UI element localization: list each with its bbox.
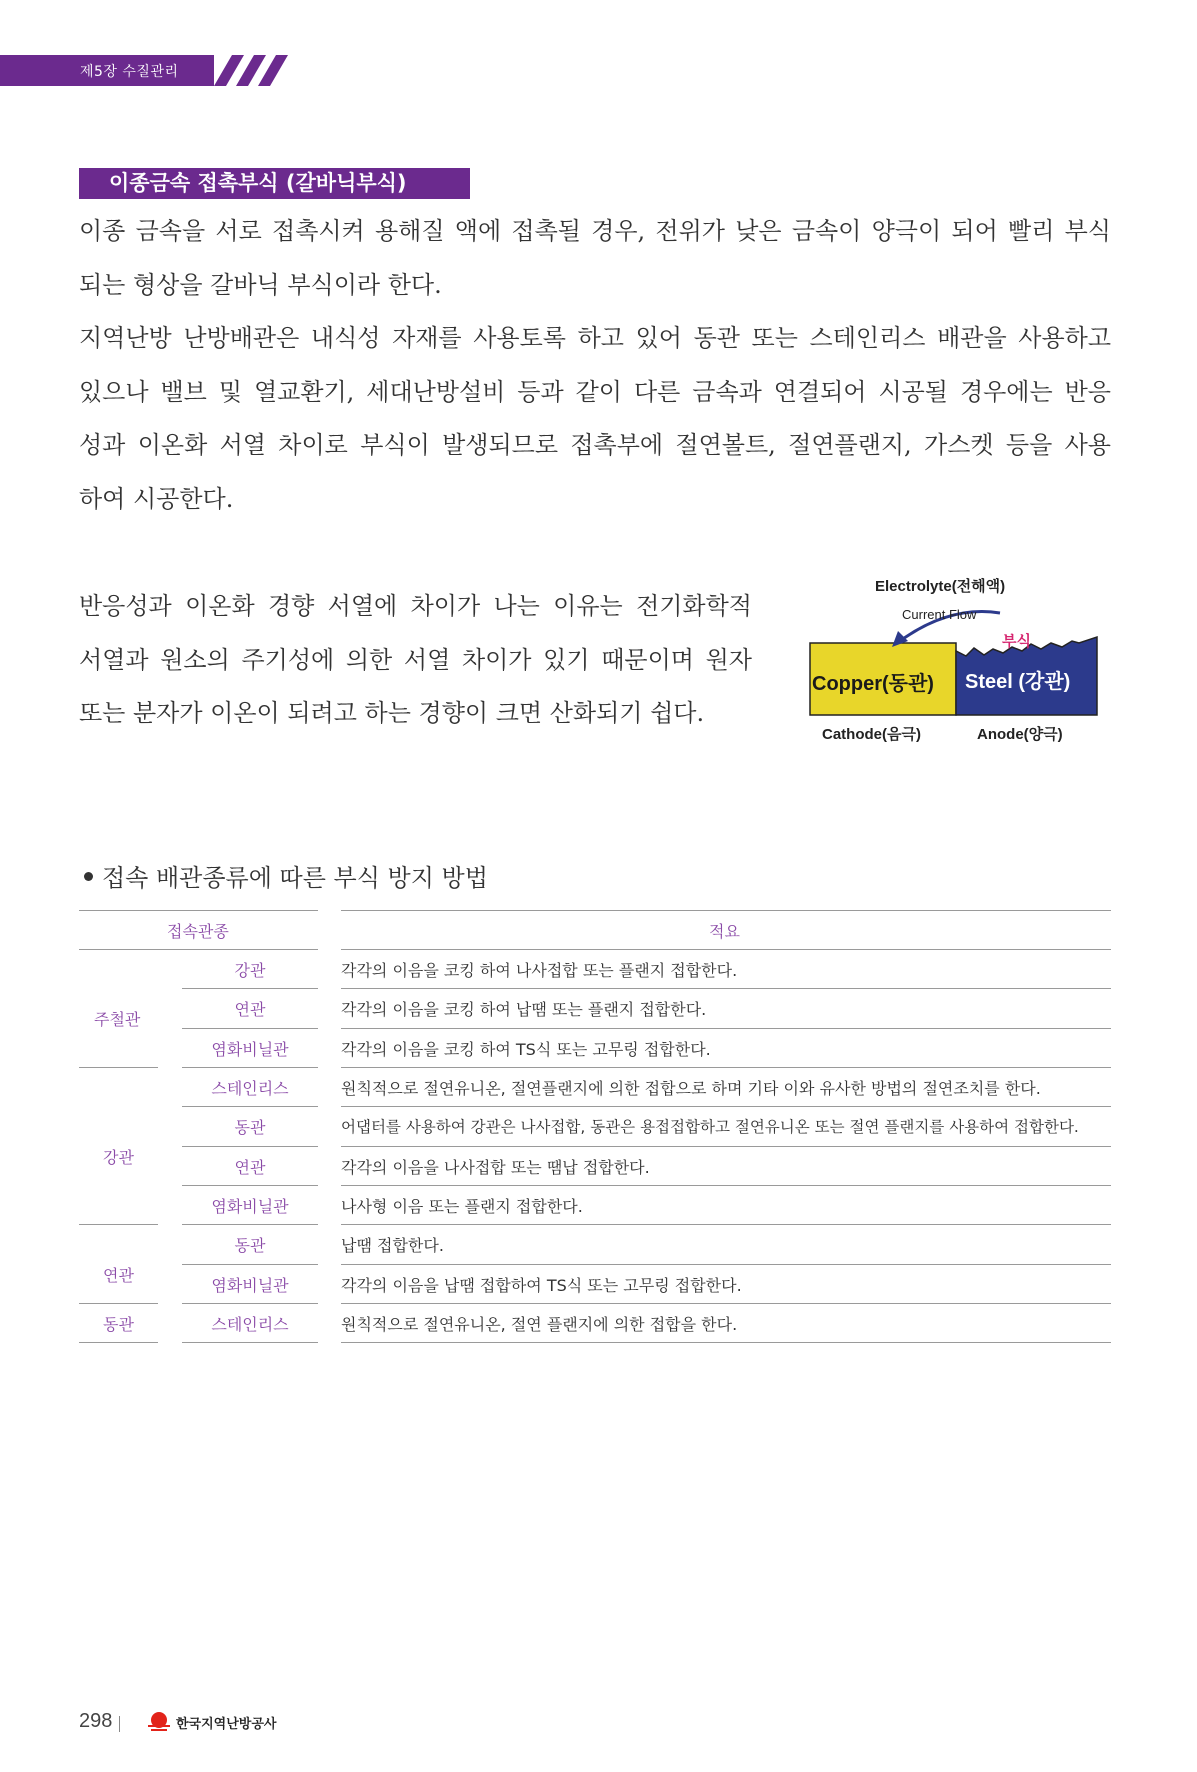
chapter-band: [0, 55, 214, 86]
steel-label: Steel (강관): [965, 671, 1071, 693]
paragraph-line: 이종 금속을 서로 접촉시켜 용해질 액에 접촉될 경우, 전위가 낮은 금속이 양극이 되어 빨리 부식: [79, 217, 1111, 245]
paragraph-galvanic-definition: [79, 205, 1111, 312]
table-heading: [84, 858, 488, 893]
rule: [341, 1342, 1111, 1343]
company-name: 한국지역난방공사: [176, 1717, 277, 1732]
column-header-summary: 적요: [709, 922, 740, 941]
summary-text: 각각의 이음을 나사접합 또는 땜납 접합한다.: [341, 1158, 650, 1177]
rule: [182, 1303, 318, 1304]
rule: [341, 1106, 1111, 1107]
rule: [79, 1224, 158, 1225]
category-steel: 강관: [103, 1148, 134, 1167]
summary-text: 각각의 이음을 납땜 접합하여 TS식 또는 고무링 접합한다.: [341, 1276, 742, 1295]
rule: [182, 1342, 318, 1343]
rule: [182, 1146, 318, 1147]
rule: [341, 1028, 1111, 1029]
rule: [341, 1264, 1111, 1265]
summary-text: 납땜 접합한다.: [341, 1236, 444, 1255]
summary-text: 원칙적으로 절연유니온, 절연 플랜지에 의한 접합을 한다.: [341, 1315, 738, 1334]
current-flow-label: Current Flow: [902, 607, 977, 622]
rule: [182, 988, 318, 989]
paragraph-reactivity: [79, 580, 752, 741]
sub-type: 강관: [234, 961, 266, 980]
summary-text: 각각의 이음을 코킹 하여 나사접합 또는 플랜지 접합한다.: [341, 961, 738, 980]
rule: [341, 949, 1111, 950]
rule: [79, 1303, 158, 1304]
rule: [341, 1224, 1111, 1225]
company-logo-icon: [146, 1711, 172, 1733]
table-heading-text: 접속 배관종류에 따른 부식 방지 방법: [102, 864, 488, 892]
rule: [79, 910, 318, 911]
copper-label: Copper(동관): [812, 673, 934, 695]
rule: [341, 1067, 1111, 1068]
rule: [341, 988, 1111, 989]
paragraph-line: 또는 분자가 이온이 되려고 하는 경향이 크면 산화되기 쉽다.: [79, 699, 705, 727]
corrosion-label: 부식: [1002, 633, 1031, 650]
rule: [182, 1106, 318, 1107]
paragraph-line: 서열과 원소의 주기성에 의한 서열 차이가 있기 때문이며 원자: [79, 645, 752, 674]
cathode-label: Cathode(음극): [822, 726, 921, 743]
summary-text: 각각의 이음을 코킹 하여 납땜 또는 플랜지 접합한다.: [341, 1000, 707, 1019]
chapter-label: 제5장 수질관리: [80, 64, 179, 80]
rule: [182, 1185, 318, 1186]
electrolyte-label: Electrolyte(전해액): [875, 578, 1006, 595]
sub-type: 염화비닐관: [211, 1040, 289, 1059]
footer-divider: [119, 1716, 120, 1732]
sub-type: 염화비닐관: [211, 1197, 289, 1216]
category-cast-iron: 주철관: [94, 1010, 141, 1029]
rule: [79, 1342, 158, 1343]
sub-type: 스테인리스: [211, 1079, 289, 1098]
sub-type: 스테인리스: [211, 1315, 289, 1334]
galvanic-corrosion-diagram: [800, 575, 1120, 750]
paragraph-line: 성과 이온화 서열 차이로 부식이 발생되므로 접촉부에 절연볼트, 절연플랜지, 가스켓 등을 사용: [79, 431, 1111, 459]
sub-type: 동관: [234, 1118, 266, 1137]
paragraph-line: 있으나 밸브 및 열교환기, 세대난방설비 등과 같이 다른 금속과 연결되어 시공될 경우에는 반응: [79, 377, 1111, 406]
sub-type: 연관: [234, 1000, 266, 1019]
paragraph-line: 지역난방 난방배관은 내식성 자재를 사용토록 하고 있어 동관 또는 스테인리스 배관을 사용하고: [79, 324, 1111, 352]
rule: [79, 1067, 158, 1068]
rule: [341, 1303, 1111, 1304]
summary-text: 각각의 이음을 코킹 하여 TS식 또는 고무링 접합한다.: [341, 1040, 711, 1059]
summary-text: 나사형 이음 또는 플랜지 접합한다.: [341, 1197, 583, 1216]
paragraph-line: 하여 시공한다.: [79, 484, 234, 513]
category-lead: 연관: [103, 1266, 134, 1285]
rule: [182, 1067, 318, 1068]
rule: [341, 1185, 1111, 1186]
category-copper: 동관: [103, 1315, 134, 1334]
summary-text: 원칙적으로 절연유니온, 절연플랜지에 의한 접합으로 하며 기타 이와 유사한 방법의 절연조치를 한다.: [341, 1079, 1041, 1098]
rule: [182, 1264, 318, 1265]
paragraph-line: 반응성과 이온화 경향 서열에 차이가 나는 이유는 전기화학적: [79, 592, 752, 620]
sub-type: 동관: [234, 1236, 266, 1255]
paragraph-line: 되는 형상을 갈바닉 부식이라 한다.: [79, 270, 442, 299]
rule: [182, 1028, 318, 1029]
sub-type: 연관: [234, 1158, 266, 1177]
paragraph-district-heating: [79, 312, 1111, 526]
page-number: 298: [79, 1710, 113, 1732]
rule: [182, 1224, 318, 1225]
rule: [79, 949, 318, 950]
header-stripes: [200, 55, 300, 86]
anode-label: Anode(양극): [977, 726, 1063, 743]
rule: [341, 1146, 1111, 1147]
summary-text: 어댑터를 사용하여 강관은 나사접합, 동관은 용접접합하고 절연유니온 또는 절연 플랜지를 사용하여 접합한다.: [341, 1118, 1079, 1136]
section-title: 이종금속 접촉부식 (갈바닉부식): [79, 168, 470, 199]
rule: [341, 910, 1111, 911]
sub-type: 염화비닐관: [211, 1276, 289, 1295]
column-header-pipe: 접속관종: [167, 922, 229, 941]
bullet-icon: [84, 872, 93, 881]
